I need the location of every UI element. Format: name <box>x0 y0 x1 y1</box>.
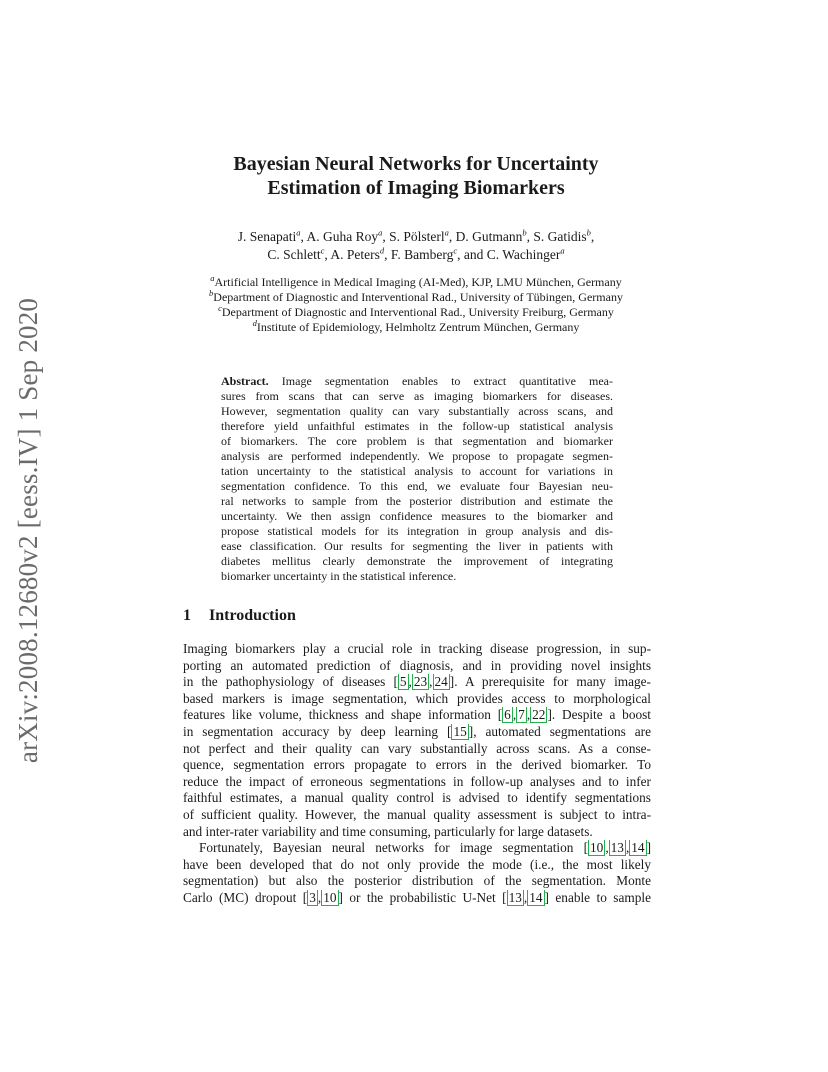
affil-mark: a <box>444 227 449 238</box>
body-line: in the pathophysiology of diseases [ 5 , 23 , 24 ]. A prerequisite for many image- <box>183 674 651 690</box>
section-heading <box>183 607 296 625</box>
citation-group: [ 10 , 13 , 14 ] <box>583 840 651 856</box>
citation-link[interactable]: 13 <box>508 889 522 905</box>
body-line: segmentation) but also the posterior distribution of the segmentation. Monte <box>183 873 651 889</box>
affil-mark: b <box>586 227 591 238</box>
citation-link[interactable]: 15 <box>453 723 467 739</box>
body-line: porting an automated prediction of diagnosis, and in providing novel insights <box>183 657 651 673</box>
citation-link[interactable]: 13 <box>610 840 624 856</box>
citation-link[interactable]: 7 <box>518 707 525 723</box>
affiliation-list <box>150 275 682 335</box>
author-line <box>150 246 682 264</box>
author-name: , F. Bamberg <box>384 247 454 262</box>
author-name: , D. Gutmann <box>448 229 523 244</box>
citation-link[interactable]: 14 <box>631 840 645 856</box>
abstract-line: analysis are performed independently. We propose to propagate segmen- <box>221 449 613 463</box>
abstract <box>221 374 613 584</box>
abstract-label: Abstract. <box>221 374 269 388</box>
author-name: , S. Pölsterl <box>382 229 445 244</box>
citation-link[interactable]: 10 <box>323 889 337 905</box>
affil-mark: d <box>379 245 385 256</box>
abstract-line: sures from scans that can serve as imaging biomarkers for diseases. <box>221 389 613 403</box>
citation-link[interactable]: 14 <box>529 889 543 905</box>
abstract-text: Image segmentation enables to extract quantitative mea- <box>281 374 613 388</box>
affiliation <box>150 275 682 290</box>
citation-link[interactable]: 6 <box>504 707 511 723</box>
arxiv-identifier: arXiv:2008.12680v2 [eess.IV] 1 Sep 2020 <box>13 297 44 763</box>
body-line: and inter-rater variability and time consuming, particularly for large datasets. <box>183 823 593 839</box>
paper-title <box>150 152 682 200</box>
title-line: Estimation of Imaging Biomarkers <box>267 177 565 199</box>
author-name: , A. Peters <box>324 247 380 262</box>
affil-mark: a <box>560 245 565 256</box>
author-line <box>150 228 682 246</box>
arxiv-sidebar-stamp <box>3 295 55 765</box>
citation-link[interactable]: 5 <box>399 674 407 690</box>
affil-mark: d <box>252 318 257 328</box>
affil-mark: b <box>522 227 527 238</box>
author-name: C. Schlett <box>267 247 321 262</box>
body-line: Fortunately, Bayesian neural networks for image segmentation [ 10 , 13 , 14 ] <box>199 840 651 856</box>
affiliation-text: Department of Diagnostic and Interventional Rad., University of Tübingen, Germany <box>213 290 623 304</box>
body-line: reduce the impact of erroneous segmentations in follow-up analyses and to infer <box>183 773 651 789</box>
body-line: not perfect and their quality can vary substantially across scans. As a conse- <box>183 740 651 756</box>
author-name: , and C. Wachinger <box>457 247 561 262</box>
body-line: features like volume, thickness and shape information [ 6 , 7 , 22 ]. Despite a boost <box>183 707 651 723</box>
author-list <box>150 228 682 264</box>
citation-group: [ 15 ] <box>447 723 474 739</box>
body-line: in segmentation accuracy by deep learning [ 15 ], automated segmentations are <box>183 723 651 739</box>
author-name: J. Senapati <box>237 229 297 244</box>
affil-mark: a <box>296 227 301 238</box>
citation-link[interactable]: 24 <box>434 674 448 690</box>
affiliation-text: Artificial Intelligence in Medical Imaging (AI-Med), KJP, LMU München, Germany <box>214 275 622 289</box>
section-title: Introduction <box>209 607 296 624</box>
affil-mark: c <box>320 245 325 256</box>
body-line: quence, segmentation errors propagate to errors in the derived biomarker. To <box>183 757 651 773</box>
affil-mark: c <box>218 303 222 313</box>
abstract-line: ral networks to sample from the posterior distribution and estimate the <box>221 494 613 508</box>
body-line: Imaging biomarkers play a crucial role in tracking disease progression, in sup- <box>183 641 651 656</box>
affiliation <box>150 290 682 305</box>
affil-mark: c <box>453 245 458 256</box>
abstract-line: ease classification. Our results for segmenting the liver in patients with <box>221 539 613 553</box>
citation-link[interactable]: 22 <box>532 707 546 723</box>
citation-link[interactable]: 3 <box>309 889 316 905</box>
abstract-line: However, segmentation quality can vary substantially across scans, and <box>221 404 613 418</box>
author-separator: , <box>590 229 595 244</box>
abstract-line: segmentation confidence. To this end, we evaluate four Bayesian neu- <box>221 479 613 493</box>
abstract-line: biomarker uncertainty in the statistical inference. <box>221 569 457 583</box>
citation-group: [ 3 , 10 ] <box>302 889 343 905</box>
abstract-line <box>221 374 613 389</box>
author-name: , S. Gatidis <box>526 229 587 244</box>
body-line: have been developed that do not only provide the mode (i.e., the most likely <box>183 856 651 872</box>
citation-group: [ 5 , 23 , 24 ] <box>393 674 455 690</box>
affil-mark: a <box>210 273 215 283</box>
citation-link[interactable]: 23 <box>413 674 428 690</box>
body-text <box>183 641 651 907</box>
abstract-line: propose statistical models for its integration in group analysis and dis- <box>221 524 613 538</box>
affiliation <box>150 320 682 335</box>
abstract-line: therefore yield unfaithful estimates in the follow-up statistical analysis <box>221 419 613 433</box>
affiliation-text: Institute of Epidemiology, Helmholtz Zentrum München, Germany <box>256 320 580 334</box>
abstract-line: diabetes mellitus clearly demonstrate the improvement of integrating <box>221 554 613 568</box>
affil-mark: a <box>378 227 383 238</box>
abstract-line: tation uncertainty to the statistical analysis to account for variations in <box>221 464 613 478</box>
author-name: , A. Guha Roy <box>300 229 379 244</box>
citation-group: [ 6 , 7 , 22 ] <box>497 707 552 723</box>
affiliation <box>150 305 682 320</box>
affil-mark: b <box>209 288 214 298</box>
title-line: Bayesian Neural Networks for Uncertainty <box>233 153 599 175</box>
body-line: faithful estimates, a manual quality control is advised to identify segmentations <box>183 790 651 806</box>
section-number: 1 <box>183 607 191 624</box>
body-line: of sufficient quality. However, the manual quality assessment is subject to intra- <box>183 806 651 822</box>
citation-link[interactable]: 10 <box>590 840 604 856</box>
citation-group: [ 13 , 14 ] <box>502 889 549 905</box>
affiliation-text: Department of Diagnostic and Interventional Rad., University Freiburg, Germany <box>221 305 614 319</box>
body-line: Carlo (MC) dropout [ 3 , 10 ] or the probabilistic U-Net [ 13 , 14 ] enable to sample <box>183 889 651 905</box>
abstract-line: of biomarkers. The core problem is that segmentation and biomarker <box>221 434 613 448</box>
body-line: based markers is image segmentation, which provides access to morphological <box>183 690 651 706</box>
abstract-line: uncertainty. We then assign confidence measures to the biomarker and <box>221 509 613 523</box>
